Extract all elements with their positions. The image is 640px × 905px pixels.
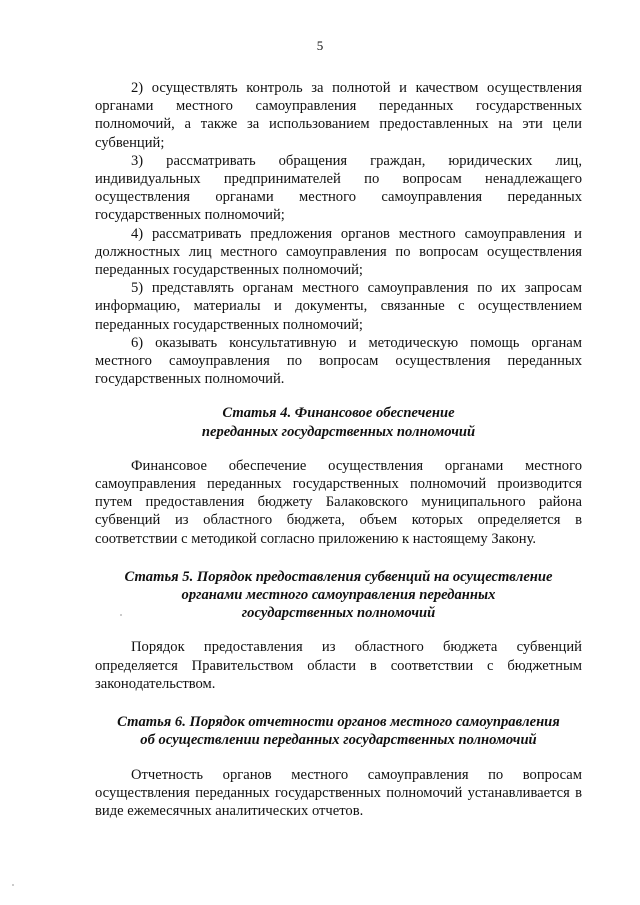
scan-speck: [12, 884, 14, 886]
paragraph-item-5: 5) представлять органам местного самоуправления по их запросам информацию, материалы и документы, связанные с осуществлением переданных государственных полномочий;: [95, 280, 582, 333]
page-number: 5: [316, 38, 324, 53]
article-4-heading: [95, 404, 582, 440]
article-6-heading: [95, 713, 582, 749]
article-4-heading-line: переданных государственных полномочий: [201, 423, 476, 440]
article-6-text: Отчетность органов местного самоуправления по вопросам осуществления переданных государственных полномочий устанавливается в виде ежемесячных аналитических отчетов.: [95, 766, 582, 819]
article-6-heading-line: об осуществлении переданных государственных полномочий: [140, 732, 537, 749]
article-5-heading-line: государственных полномочий: [241, 605, 436, 622]
document-body: [95, 79, 582, 820]
article-5-heading-line: органами местного самоуправления переданных: [181, 587, 496, 604]
article-6-heading-line: Статья 6. Порядок отчетности органов местного самоуправления: [117, 714, 560, 731]
article-5-heading: [95, 568, 582, 623]
paragraph-item-6: 6) оказывать консультативную и методическую помощь органам местного самоуправления по вопросам осуществления переданных государственных полномочий.: [95, 334, 582, 388]
article-4-heading-line: Статья 4. Финансовое обеспечение: [222, 405, 455, 422]
article-5-heading-line: Статья 5. Порядок предоставления субвенций на осуществление: [124, 568, 553, 585]
article-5-text: Порядок предоставления из областного бюджета субвенций определяется Правительством области в соответствии с бюджетным законодательством.: [95, 639, 582, 692]
paragraph-item-2: 2) осуществлять контроль за полнотой и качеством осуществления органами местного самоуправления переданных государственных полномочий, а также за использованием предоставленных на эти цели субвенций;: [95, 80, 582, 151]
paragraph-item-3: 3) рассматривать обращения граждан, юридических лиц, индивидуальных предпринимателей по вопросам ненадлежащего осуществления органами местного самоуправления переданных государственных полномочий;: [95, 152, 582, 224]
paragraph-item-4: 4) рассматривать предложения органов местного самоуправления и должностных лиц местного самоуправления по вопросам осуществления переданных государственных полномочий;: [95, 225, 582, 279]
article-4-text: Финансовое обеспечение осуществления органами местного самоуправления переданных государственных полномочий производится путем предоставления бюджету Балаковского муниципального района субвенций из областного бюджета, объем которых определяется в соответствии с методикой согласно приложению к настоящему Закону.: [95, 457, 582, 547]
scan-speck: [120, 614, 122, 616]
